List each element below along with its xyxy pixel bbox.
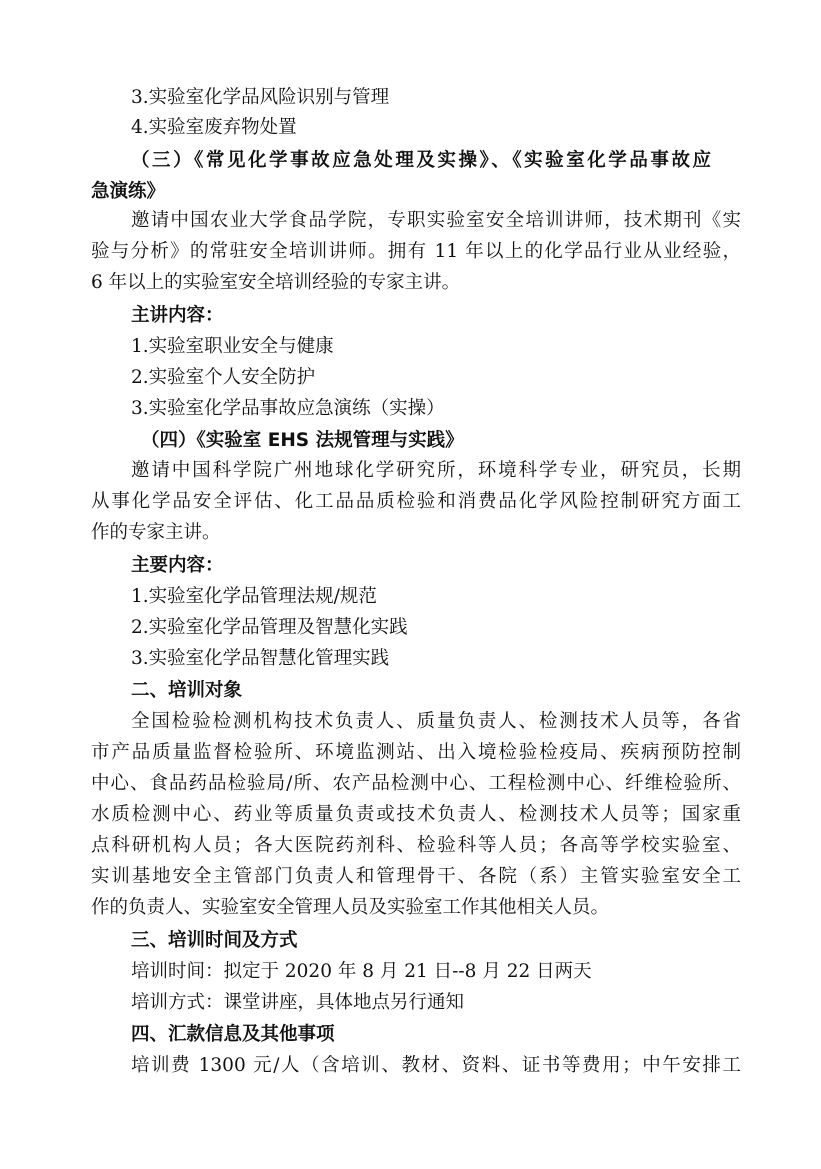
paragraph-line: 邀请中国科学院广州地球化学研究所，环境科学专业，研究员，长期	[131, 460, 741, 481]
paragraph-line: 市产品质量监督检验所、环境监测站、出入境检验检疫局、疾病预防控制	[91, 742, 741, 763]
schedule-time: 培训时间：拟定于 2020 年 8 月 21 日--8 月 22 日两天	[131, 961, 592, 982]
section-heading-targets: 二、培训对象	[131, 680, 243, 701]
paragraph-line: 从事化学品安全评估、化工品品质检验和消费品化学风险控制研究方面工	[91, 491, 741, 512]
paragraph-line: 水质检测中心、药业等质量负责或技术负责人、检测技术人员等；国家重	[91, 804, 741, 825]
section-heading-3: （三）《常见化学事故应急处理及实操》、《实验室化学品事故应	[131, 150, 711, 171]
paragraph-line: 全国检验检测机构技术负责人、质量负责人、检测技术人员等，各省	[131, 711, 741, 732]
content-label: 主要内容：	[131, 555, 224, 576]
list-item: 3.实验室化学品风险识别与管理	[131, 87, 390, 108]
schedule-method: 培训方式：课堂讲座，具体地点另行通知	[131, 992, 465, 1013]
paragraph-line: 验与分析》的常驻安全培训讲师。拥有 11 年以上的化学品行业从业经验，	[91, 241, 741, 262]
paragraph-line: 培训费 1300 元/人（含培训、教材、资料、证书等费用；中午安排工	[131, 1055, 741, 1076]
list-item: 1.实验室职业安全与健康	[131, 336, 334, 357]
section-heading-3-cont: 急演练》	[91, 181, 166, 202]
list-item: 1.实验室化学品管理法规/规范	[131, 586, 377, 607]
list-item: 4.实验室废弃物处置	[131, 117, 297, 138]
list-item: 3.实验室化学品智慧化管理实践	[131, 648, 390, 669]
paragraph-line: 作的负责人、实验室安全管理人员及实验室工作其他相关人员。	[91, 897, 610, 918]
content-label: 主讲内容：	[131, 305, 224, 326]
list-item: 3.实验室化学品事故应急演练（实操）	[131, 398, 445, 419]
paragraph-line: 点科研机构人员；各大医院药剂科、检验科等人员；各高等学校实验室、	[91, 835, 741, 856]
list-item: 2.实验室化学品管理及智慧化实践	[131, 617, 408, 638]
paragraph-line: 6 年以上的实验室安全培训经验的专家主讲。	[91, 272, 461, 293]
section-heading-schedule: 三、培训时间及方式	[131, 930, 298, 951]
list-item: 2.实验室个人安全防护	[131, 367, 316, 388]
paragraph-line: 实训基地安全主管部门负责人和管理骨干、各院（系）主管实验室安全工	[91, 866, 741, 887]
section-heading-4: （四）《实验室 EHS 法规管理与实践》	[141, 430, 464, 451]
section-heading-payment: 四、汇款信息及其他事项	[131, 1024, 335, 1045]
paragraph-line: 邀请中国农业大学食品学院，专职实验室安全培训讲师，技术期刊《实	[131, 210, 741, 231]
paragraph-line: 作的专家主讲。	[91, 522, 221, 543]
paragraph-line: 中心、食品药品检验局/所、农产品检测中心、工程检测中心、纤维检验所、	[91, 773, 741, 794]
